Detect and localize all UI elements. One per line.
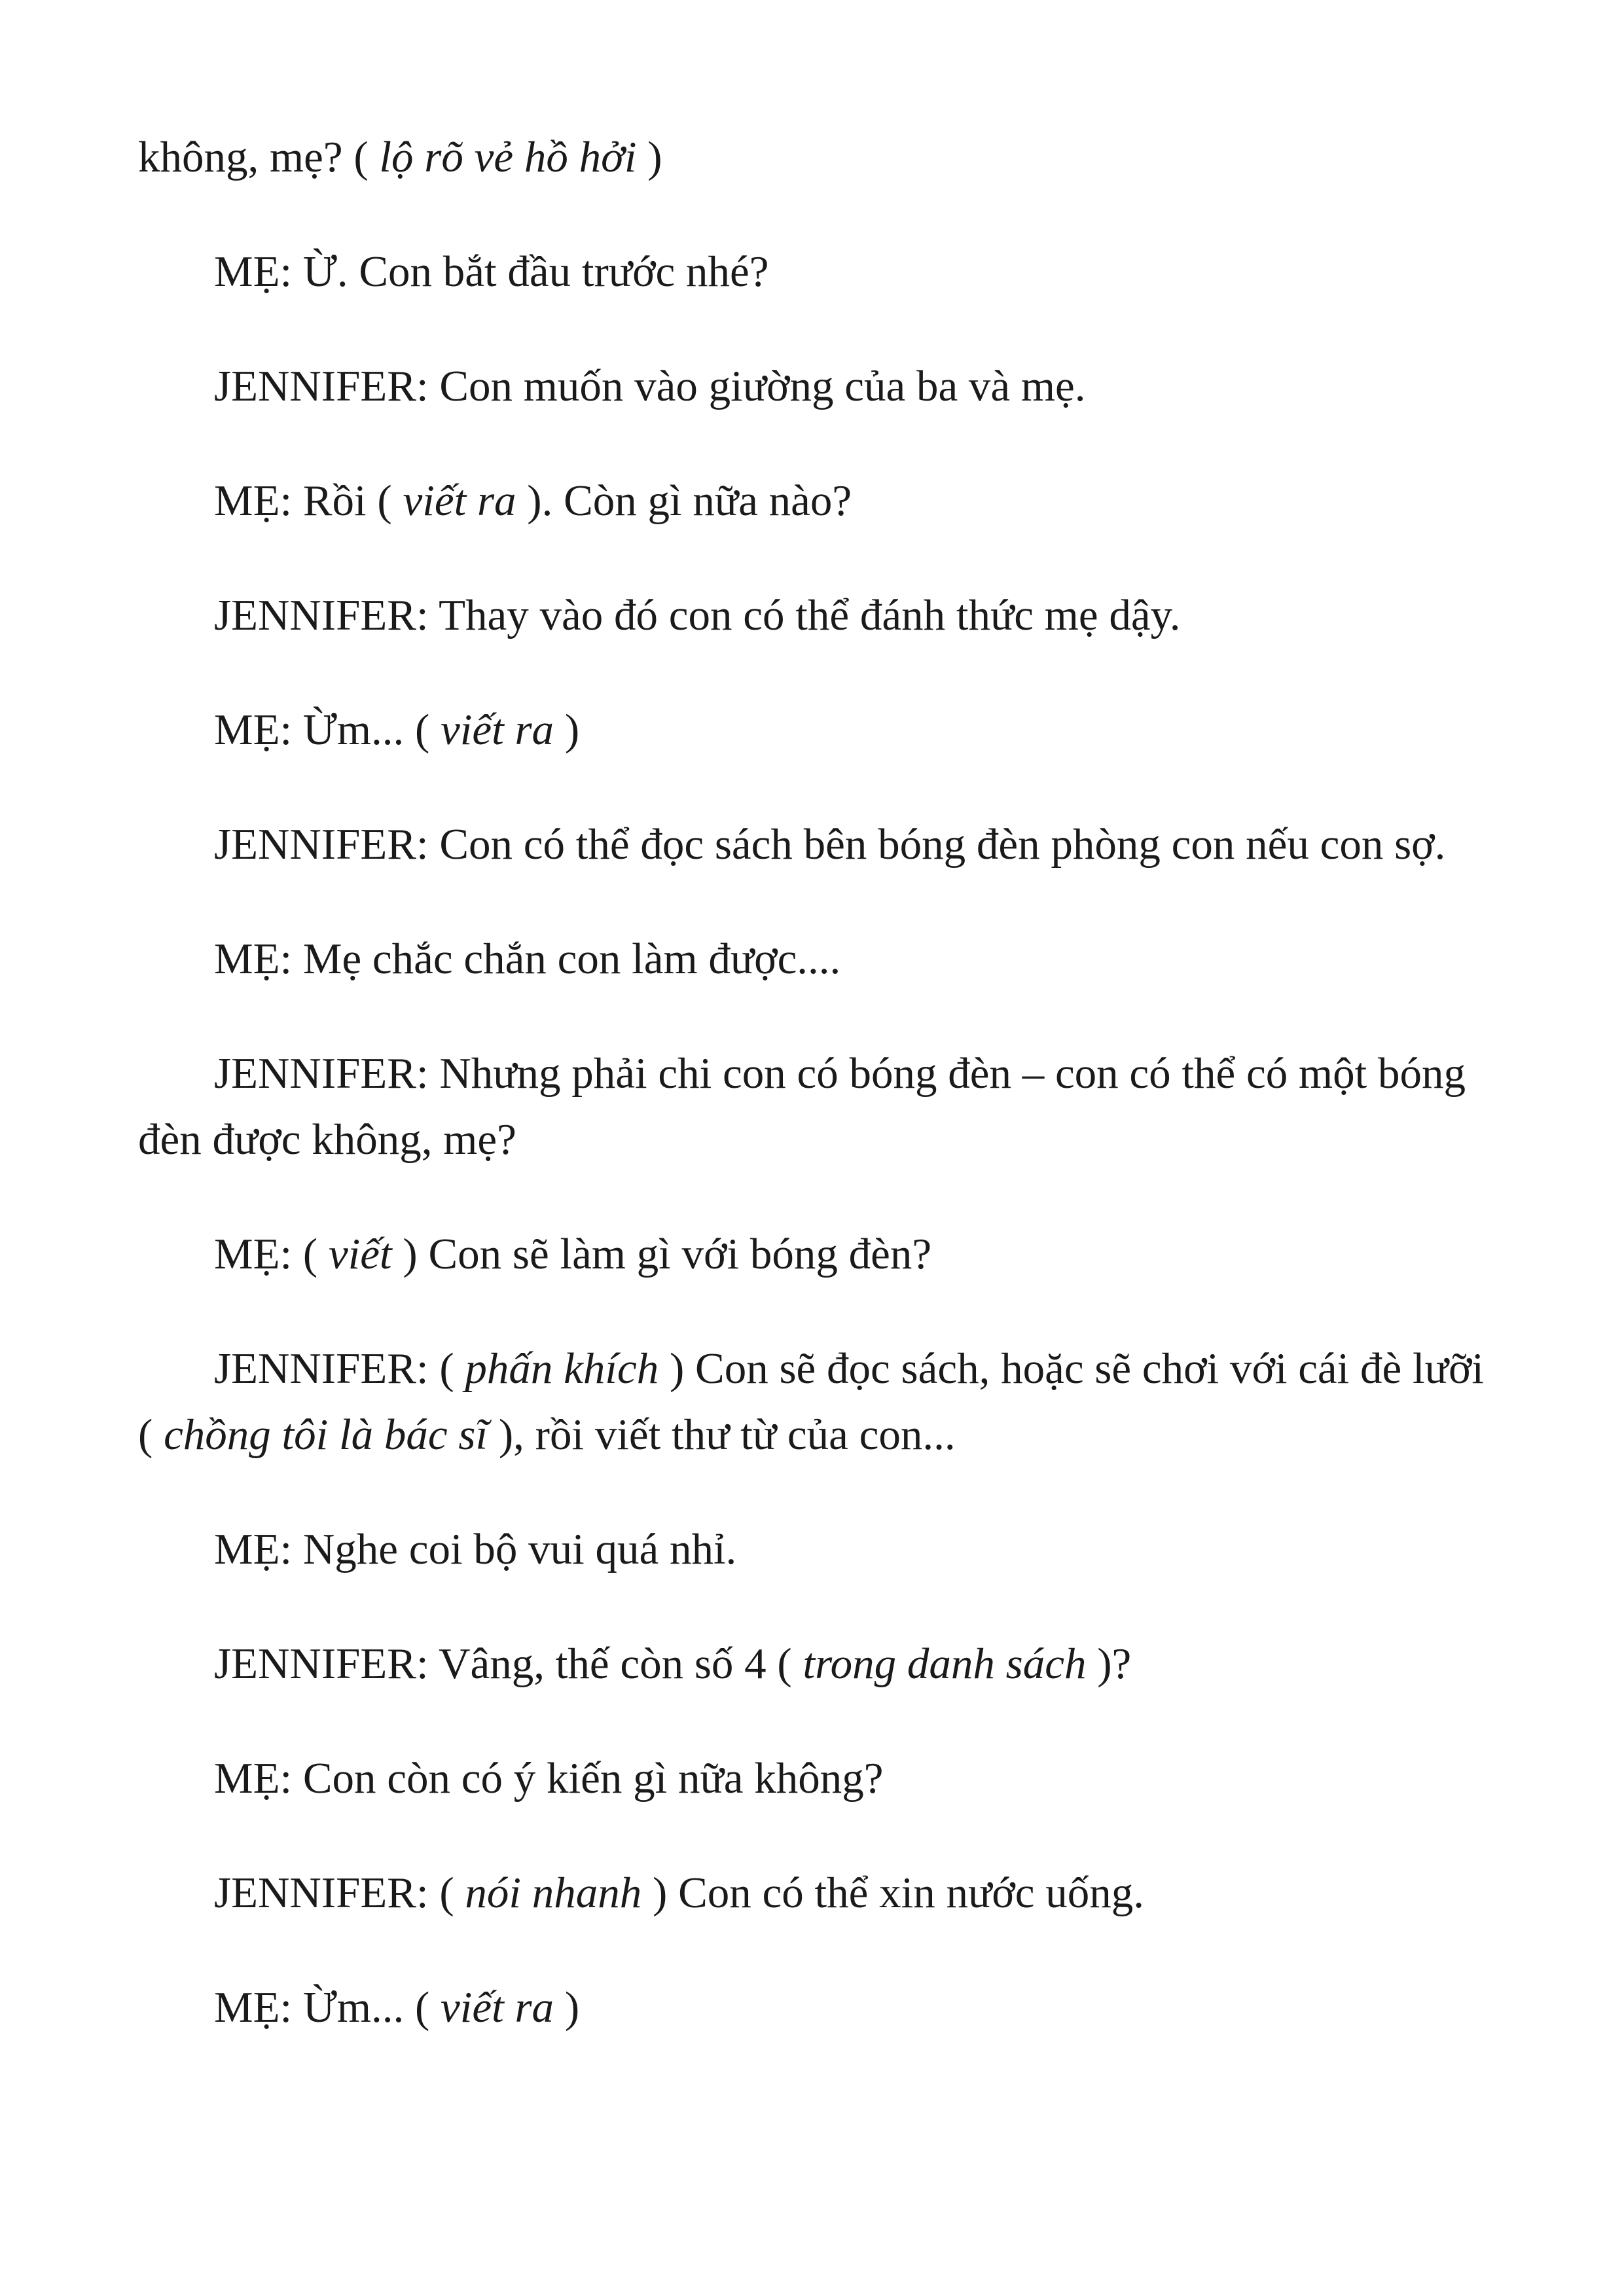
stage-direction: lộ rõ vẻ hồ hởi bbox=[379, 133, 637, 181]
dialogue-line: MẸ: ( viết ) Con sẽ làm gì với bóng đèn? bbox=[214, 1230, 932, 1278]
stage-direction: viết bbox=[328, 1230, 392, 1278]
dialogue-line: JENNIFER: ( phấn khích ) Con sẽ đọc sách, hoặc sẽ chơi với cái đè lưỡi ( chồng tôi là bác sĩ ), rồi viết thư từ của con... bbox=[138, 1344, 1484, 1459]
dialogue-line: MẸ: Rồi ( viết ra ). Còn gì nữa nào? bbox=[214, 476, 852, 525]
stage-direction: phấn khích bbox=[465, 1344, 659, 1393]
dialogue-line: JENNIFER: ( nói nhanh ) Con có thể xin nước uống. bbox=[214, 1869, 1144, 1917]
dialogue-line: MẸ: Mẹ chắc chắn con làm được.... bbox=[214, 935, 841, 983]
dialogue-line: JENNIFER: Con muốn vào giường của ba và mẹ. bbox=[214, 362, 1086, 410]
stage-direction: trong danh sách bbox=[803, 1640, 1087, 1688]
dialogue-line: MẸ: Ừm... ( viết ra ) bbox=[214, 1983, 580, 2032]
stage-direction: viết ra bbox=[441, 1983, 554, 2032]
dialogue-line: JENNIFER: Con có thể đọc sách bên bóng đèn phòng con nếu con sợ. bbox=[214, 820, 1446, 869]
dialogue-line: MẸ: Nghe coi bộ vui quá nhỉ. bbox=[214, 1525, 737, 1573]
dialogue-line: JENNIFER: Nhưng phải chi con có bóng đèn – con có thể có một bóng đèn được không, mẹ? bbox=[138, 1049, 1466, 1164]
stage-direction: viết ra bbox=[403, 476, 516, 525]
dialogue-line: không, mẹ? ( lộ rõ vẻ hồ hởi ) bbox=[138, 133, 662, 181]
dialogue-line: MẸ: Ừ. Con bắt đầu trước nhé? bbox=[214, 247, 769, 296]
stage-direction: viết ra bbox=[441, 706, 554, 754]
stage-direction: chồng tôi là bác sĩ bbox=[164, 1410, 488, 1459]
dialogue-line: JENNIFER: Vâng, thế còn số 4 ( trong danh sách )? bbox=[214, 1640, 1132, 1688]
dialogue-line: MẸ: Con còn có ý kiến gì nữa không? bbox=[214, 1754, 884, 1803]
dialogue-line: JENNIFER: Thay vào đó con có thể đánh thức mẹ dậy. bbox=[214, 591, 1181, 639]
stage-direction: nói nhanh bbox=[465, 1869, 642, 1917]
dialogue-line: MẸ: Ừm... ( viết ra ) bbox=[214, 706, 580, 754]
dialogue-text bbox=[138, 124, 1498, 2089]
